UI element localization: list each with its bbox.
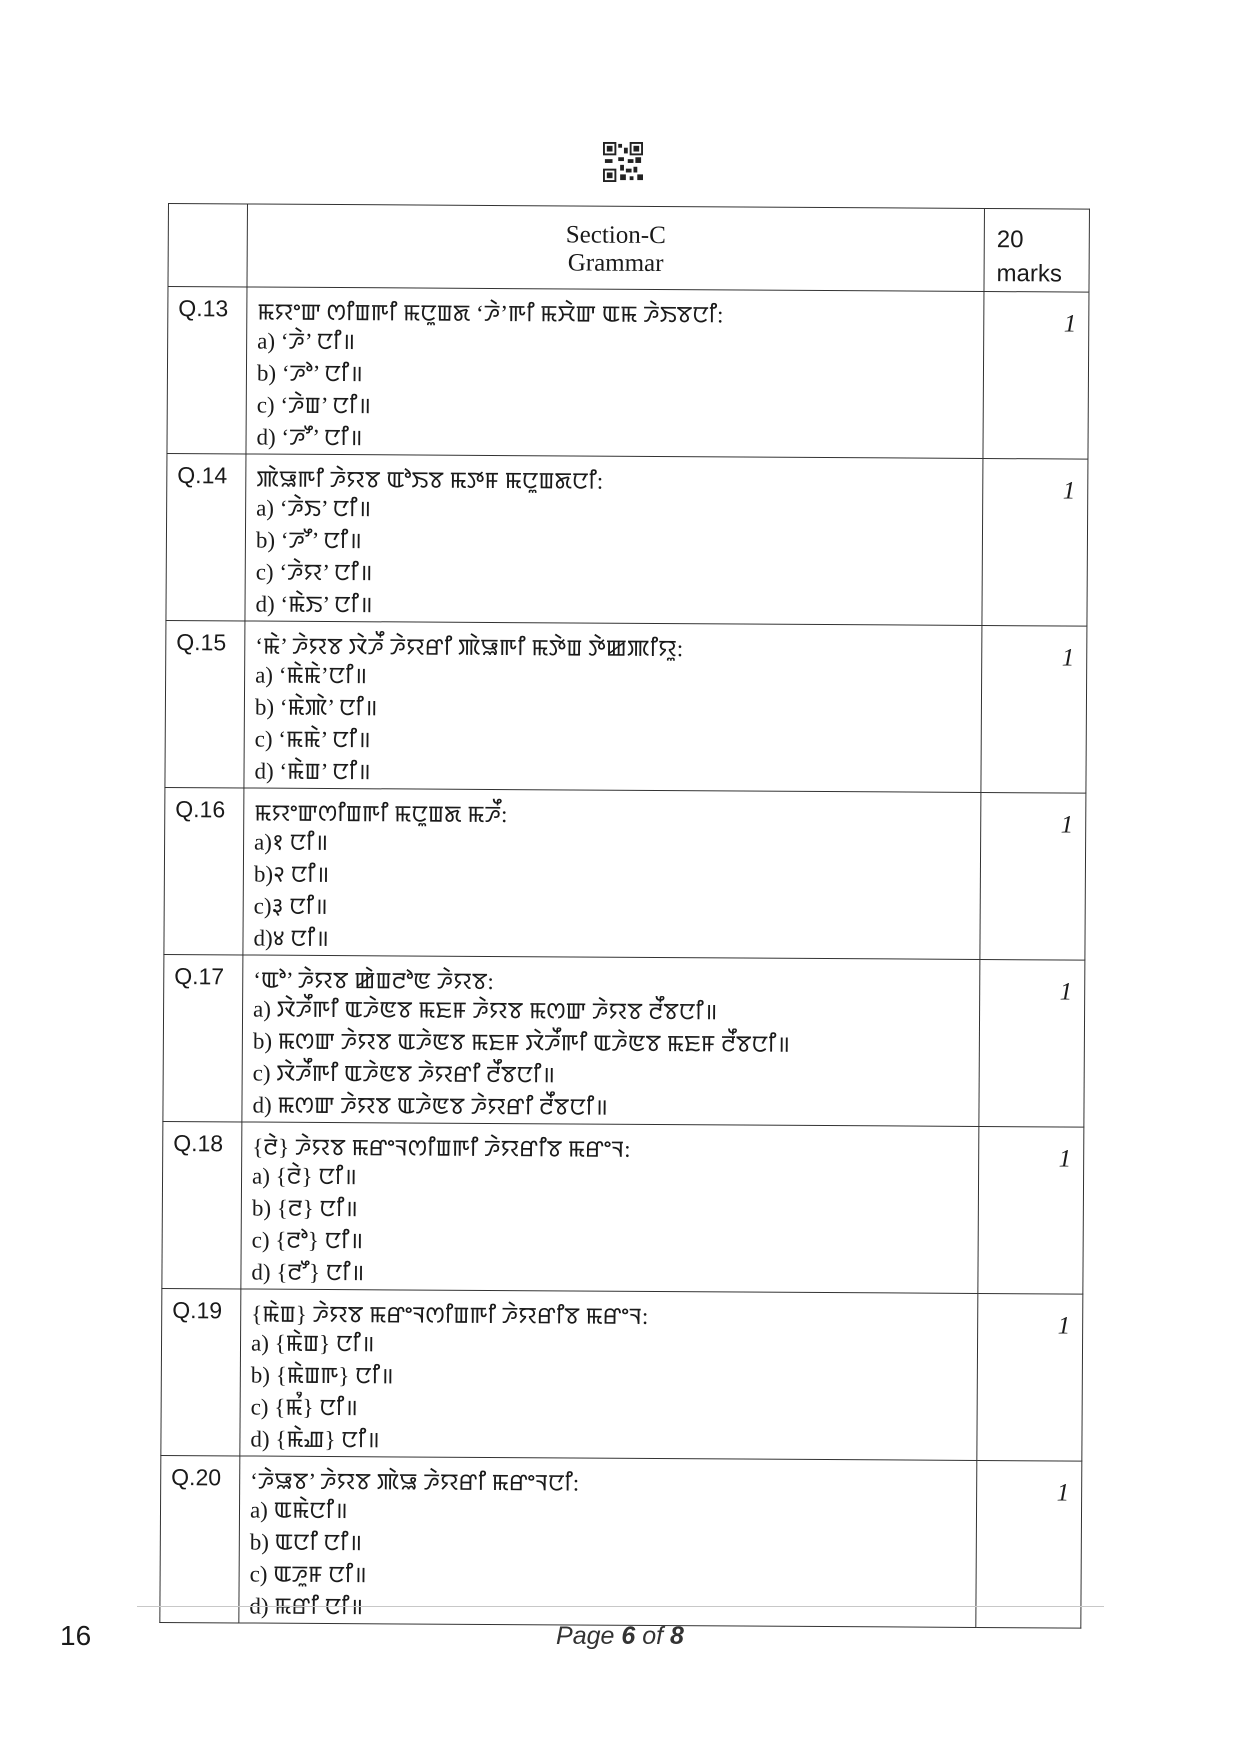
- question-marks-cell: [983, 291, 1089, 459]
- question-number: Q.17: [174, 963, 225, 990]
- answer-option: c) ‘ꯍꯥꯌ’ ꯅꯤ॥: [255, 559, 373, 586]
- question-marks: 1: [1060, 811, 1074, 839]
- section-title: [247, 204, 984, 292]
- question-marks-cell: [982, 458, 1088, 626]
- answer-option: a) ꯋꯥꯍꯩꯒꯤ ꯑꯍꯥꯟꯕ ꯃꯐꯝ ꯍꯥꯌꯕ ꯃꯁꯛ ꯍꯥꯌꯕ ꯂꯩꯕꯅꯤ॥: [253, 996, 718, 1025]
- question-text: ꯃꯌꯦꯛ ꯁꯤꯡꯒꯤ ꯃꯅꯨꯡꯗ ‘ꯍꯥ’ꯒꯤ ꯃꯆꯥꯛ ꯑꯃ ꯍꯥꯏꯕꯅꯤ:: [257, 299, 724, 328]
- question-marks: 1: [1056, 1479, 1070, 1507]
- question-text: {ꯂꯥ} ꯍꯥꯌꯕ ꯃꯔꯦꯜꯁꯤꯡꯒꯤ ꯍꯥꯌꯔꯤꯕ ꯃꯔꯦꯜ:: [252, 1134, 631, 1162]
- question-body-cell: [243, 788, 981, 959]
- answer-option: b) ‘ꯍꯧ’ ꯅꯤ॥: [255, 527, 363, 554]
- question-number-cell: [160, 1455, 240, 1622]
- question-number: Q.18: [173, 1130, 224, 1157]
- page-left-number: 16: [60, 1620, 92, 1651]
- answer-option: b) ꯑꯅꯤ ꯅꯤ॥: [249, 1529, 363, 1556]
- answer-option: c)३ ꯅꯤ॥: [253, 893, 328, 919]
- total-marks-label: marks: [996, 260, 1063, 288]
- answer-option: a) ‘ꯍꯥꯏ’ ꯅꯤ॥: [256, 495, 372, 522]
- question-body-cell: [239, 1456, 977, 1627]
- answer-option: a) {ꯃꯥꯡ} ꯅꯤ॥: [250, 1330, 375, 1357]
- question-number-cell: [162, 1121, 242, 1288]
- question-number-cell: [167, 287, 247, 454]
- answer-option: b) ‘ꯃꯥꯄꯥ’ ꯅꯤ॥: [254, 694, 378, 721]
- answer-option: d) ‘ꯃꯥꯏ’ ꯅꯤ॥: [255, 591, 373, 618]
- answer-option: b) ‘ꯍꯣ’ ꯅꯤ॥: [256, 360, 364, 387]
- question-number: Q.19: [172, 1297, 223, 1324]
- answer-option: c) ꯑꯍꯨꯝ ꯅꯤ॥: [249, 1561, 367, 1588]
- page-total: 8: [670, 1622, 684, 1650]
- question-marks-cell: [977, 1293, 1083, 1461]
- answer-option: d)४ ꯅꯤ॥: [253, 925, 330, 951]
- answer-option: a) ‘ꯍꯥ’ ꯅꯤ॥: [257, 328, 356, 355]
- section-name: Section-C: [565, 221, 666, 250]
- question-number-cell: [163, 954, 243, 1121]
- question-body-cell: [244, 621, 982, 792]
- question-text: ‘ꯃꯥ’ ꯍꯥꯌꯕ ꯋꯥꯍꯩ ꯍꯥꯌꯔꯤ ꯄꯥꯎꯒꯤ ꯃꯇꯥꯡ ꯇꯥꯀꯄꯤꯌꯨ:: [255, 633, 684, 662]
- footer-divider: [137, 1606, 1104, 1607]
- question-number-cell: [165, 620, 245, 787]
- qr-code-icon: [603, 142, 643, 182]
- question-text: ‘ꯑꯣ’ ꯍꯥꯌꯕ ꯀꯥꯡꯂꯣꯟ ꯍꯥꯌꯕ:: [253, 967, 494, 995]
- header-blank-cell: [168, 204, 248, 287]
- question-marks: 1: [1063, 310, 1077, 338]
- question-marks: 1: [1058, 1145, 1072, 1173]
- answer-option: a)१ ꯅꯤ॥: [254, 829, 329, 855]
- question-marks: 1: [1059, 978, 1073, 1006]
- answer-option: d) {ꯃꯥꯉ} ꯅꯤ॥: [250, 1426, 380, 1453]
- question-text: {ꯃꯥꯡ} ꯍꯥꯌꯕ ꯃꯔꯦꯜꯁꯤꯡꯒꯤ ꯍꯥꯌꯔꯤꯕ ꯃꯔꯦꯜ:: [251, 1301, 649, 1329]
- answer-option: b) {ꯃꯥꯡꯒ} ꯅꯤ॥: [250, 1362, 394, 1389]
- question-text: ꯄꯥꯎꯒꯤ ꯍꯥꯌꯕ ꯑꯣꯏꯕ ꯃꯇꯝ ꯃꯅꯨꯡꯗꯅꯤ:: [256, 466, 604, 494]
- question-row: [163, 954, 1085, 1127]
- question-marks: 1: [1061, 644, 1075, 672]
- question-text: ‘ꯍꯥꯎꯕ’ ꯍꯥꯌꯕ ꯄꯥꯎ ꯍꯥꯌꯔꯤ ꯃꯔꯦꯜꯅꯤ:: [250, 1468, 580, 1496]
- question-text: ꯃꯌꯦꯛꯁꯤꯡꯒꯤ ꯃꯅꯨꯡꯗ ꯃꯍꯩ:: [254, 800, 508, 828]
- question-number: Q.16: [175, 796, 226, 823]
- answer-option: d) ꯃꯁꯛ ꯍꯥꯌꯕ ꯑꯍꯥꯟꯕ ꯍꯥꯌꯔꯤ ꯂꯩꯕꯅꯤ॥: [252, 1092, 609, 1120]
- table-header-row: [168, 204, 1089, 293]
- question-body-cell: [240, 1289, 978, 1460]
- answer-option: c) ꯋꯥꯍꯩꯒꯤ ꯑꯍꯥꯟꯕ ꯍꯥꯌꯔꯤ ꯂꯩꯕꯅꯤ॥: [252, 1060, 556, 1088]
- question-row: [164, 787, 1086, 960]
- question-row: [160, 1455, 1082, 1628]
- question-number-cell: [161, 1288, 241, 1455]
- answer-table: [159, 203, 1090, 1629]
- question-number: Q.20: [171, 1464, 222, 1491]
- question-body-cell: [242, 955, 980, 1126]
- question-marks: 1: [1062, 477, 1076, 505]
- answer-option: d) ‘ꯍꯧ’ ꯅꯤ॥: [256, 424, 363, 451]
- question-number: Q.14: [177, 462, 228, 489]
- question-marks-cell: [981, 625, 1087, 793]
- total-marks-value: 20: [996, 226, 1024, 254]
- answer-option: b)२ ꯅꯤ॥: [253, 861, 330, 887]
- question-row: [165, 620, 1087, 793]
- question-number: Q.13: [178, 295, 229, 322]
- page-prefix: Page: [556, 1622, 622, 1650]
- question-body-cell: [245, 454, 983, 625]
- answer-option: a) ‘ꯃꯥꯃꯥ’ꯅꯤ॥: [255, 662, 368, 689]
- question-row: [162, 1121, 1084, 1294]
- answer-option: a) {ꯂꯥ} ꯅꯤ॥: [251, 1163, 357, 1190]
- answer-option: b) {ꯂ} ꯅꯤ॥: [251, 1195, 359, 1222]
- section-subject: Grammar: [567, 249, 664, 278]
- question-body-cell: [241, 1122, 979, 1293]
- question-row: [161, 1288, 1083, 1461]
- question-marks-cell: [978, 1126, 1084, 1294]
- page-current: 6: [621, 1622, 636, 1650]
- answer-option: d) ‘ꯃꯥꯡ’ ꯅꯤ॥: [254, 758, 371, 785]
- question-marks-cell: [976, 1460, 1082, 1628]
- answer-option: c) ‘ꯍꯥꯡ’ ꯅꯤ॥: [256, 392, 372, 419]
- answer-option: a) ꯑꯃꯥꯅꯤ॥: [249, 1497, 348, 1524]
- page-mid: of: [635, 1622, 671, 1650]
- answer-option: c) {ꯂꯣ} ꯅꯤ॥: [251, 1227, 364, 1254]
- answer-option: d) {ꯂꯧ} ꯅꯤ॥: [251, 1259, 365, 1286]
- question-number-cell: [164, 787, 244, 954]
- answer-option: d) ꯃꯔꯤ ꯅꯤ॥: [249, 1593, 364, 1620]
- question-marks: 1: [1057, 1312, 1071, 1340]
- question-row: [166, 453, 1088, 626]
- question-number: Q.15: [176, 629, 227, 656]
- answer-option: c) {ꯃꯪ} ꯅꯤ॥: [250, 1394, 359, 1421]
- page-indicator: [520, 1622, 720, 1651]
- question-marks-cell: [980, 792, 1086, 960]
- question-number-cell: [166, 453, 246, 620]
- question-body-cell: [246, 287, 984, 458]
- question-row: [167, 287, 1089, 460]
- answer-option: c) ‘ꯃꯃꯥ’ ꯅꯤ॥: [254, 726, 371, 753]
- total-marks: [984, 208, 1090, 292]
- question-marks-cell: [979, 959, 1085, 1127]
- answer-option: b) ꯃꯁꯛ ꯍꯥꯌꯕ ꯑꯍꯥꯟꯕ ꯃꯐꯝ ꯋꯥꯍꯩꯒꯤ ꯑꯍꯥꯟꯕ ꯃꯐꯝ ꯂꯩꯕꯅꯤ॥: [252, 1028, 791, 1057]
